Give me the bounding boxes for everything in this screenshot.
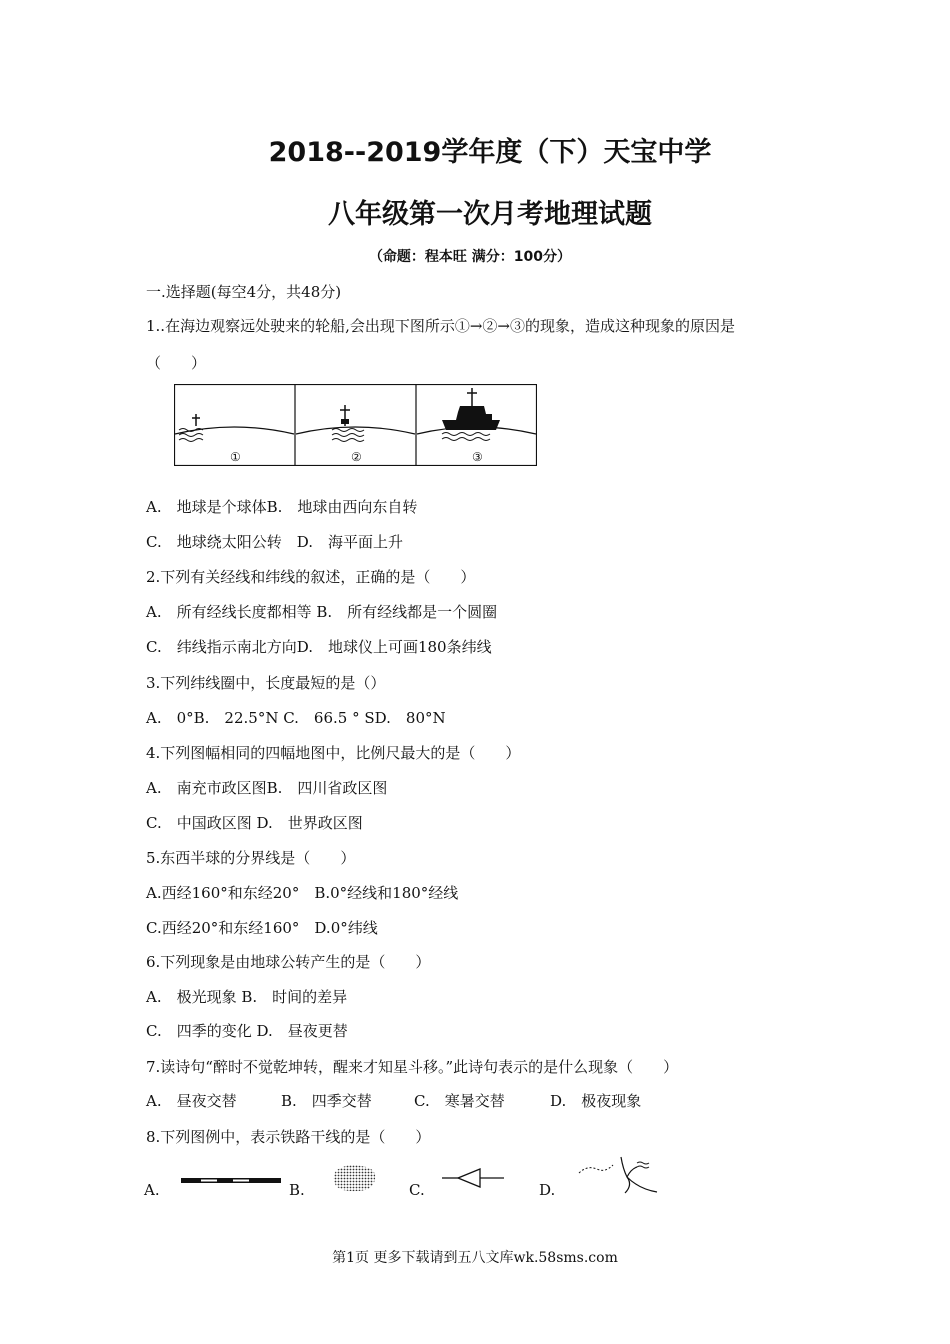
question-1-stem: 1..在海边观察远处驶来的轮船,会出现下图所示①→②→③的现象，造成这种现象的原因是: [146, 317, 735, 335]
ship-mast-icon: [179, 414, 203, 442]
river-legend-icon: [577, 1155, 659, 1199]
question-3-option-row-1: A. 0°B. 22.5°N C. 66.5 ° SD. 80°N: [146, 709, 446, 727]
section-heading: 一.选择题(每空4分，共48分): [146, 283, 342, 301]
ship-full-icon: [442, 388, 500, 441]
question-6-option-row-1: A. 极光现象 B. 时间的差异: [146, 988, 348, 1006]
ship-figure: [174, 384, 537, 466]
question-8-stem: 8.下列图例中，表示铁路干线的是（ ）: [146, 1128, 431, 1146]
question-6-option-row-2: C. 四季的变化 D. 昼夜更替: [146, 1022, 348, 1040]
question-2-option-row-2: C. 纬线指示南北方向D. 地球仪上可画180条纬线: [146, 638, 492, 656]
page-footer: 第1页 更多下载请到五八文库wk.58sms.com: [332, 1250, 618, 1266]
question-4-option-row-2: C. 中国政区图 D. 世界政区图: [146, 814, 363, 832]
triangle-arrow-legend-icon: [442, 1166, 504, 1194]
question-6-stem: 6.下列现象是由地球公转产生的是（ ）: [146, 953, 431, 971]
question-5-option-row-1: A.西经160°和东经20° B.0°经线和180°经线: [146, 884, 459, 902]
question-5-stem: 5.东西半球的分界线是（ ）: [146, 849, 356, 867]
question-1-stem-cont: （ ）: [146, 354, 207, 372]
question-1-option-row-1: A. 地球是个球体B. 地球由西向东自转: [146, 498, 418, 516]
question-4-stem: 4.下列图幅相同的四幅地图中，比例尺最大的是（ ）: [146, 744, 521, 762]
question-7-stem: 7.读诗句“醉时不觉乾坤转，醒来才知星斗移。”此诗句表示的是什么现象（ ）: [146, 1058, 679, 1076]
question-7-option-b: B. 四季交替: [281, 1092, 372, 1110]
question-2-stem: 2.下列有关经线和纬线的叙述，正确的是（ ）: [146, 568, 476, 586]
question-4-option-row-1: A. 南充市政区图B. 四川省政区图: [146, 779, 388, 797]
question-7-option-d: D. 极夜现象: [550, 1092, 642, 1110]
legend-letter-c: C.: [409, 1181, 425, 1199]
question-5-option-row-2: C.西经20°和东经160° D.0°纬线: [146, 919, 378, 937]
question-1-option-row-2: C. 地球绕太阳公转 D. 海平面上升: [146, 533, 403, 551]
figure-label-2: ②: [351, 450, 362, 464]
figure-label-3: ③: [472, 450, 483, 464]
dotted-area-legend-icon: [331, 1162, 379, 1198]
ship-upper-icon: [332, 405, 364, 442]
question-2-option-row-1: A. 所有经线长度都相等 B. 所有经线都是一个圆圈: [146, 603, 498, 621]
legend-letter-b: B.: [289, 1181, 305, 1199]
question-7-option-a: A. 昼夜交替: [146, 1092, 237, 1110]
title-line-2: 八年级第一次月考地理试题: [328, 199, 652, 230]
title-line-1: 2018--2019学年度（下）天宝中学: [268, 137, 712, 168]
question-3-stem: 3.下列纬线圈中，长度最短的是（）: [146, 674, 386, 692]
question-7-option-c: C. 寒暑交替: [414, 1092, 505, 1110]
subtitle: （命题：程本旺 满分：100分）: [368, 249, 572, 265]
figure-label-1: ①: [230, 450, 241, 464]
railway-legend-icon: [181, 1172, 281, 1191]
legend-letter-a: A.: [144, 1181, 160, 1199]
legend-letter-d: D.: [539, 1181, 556, 1199]
